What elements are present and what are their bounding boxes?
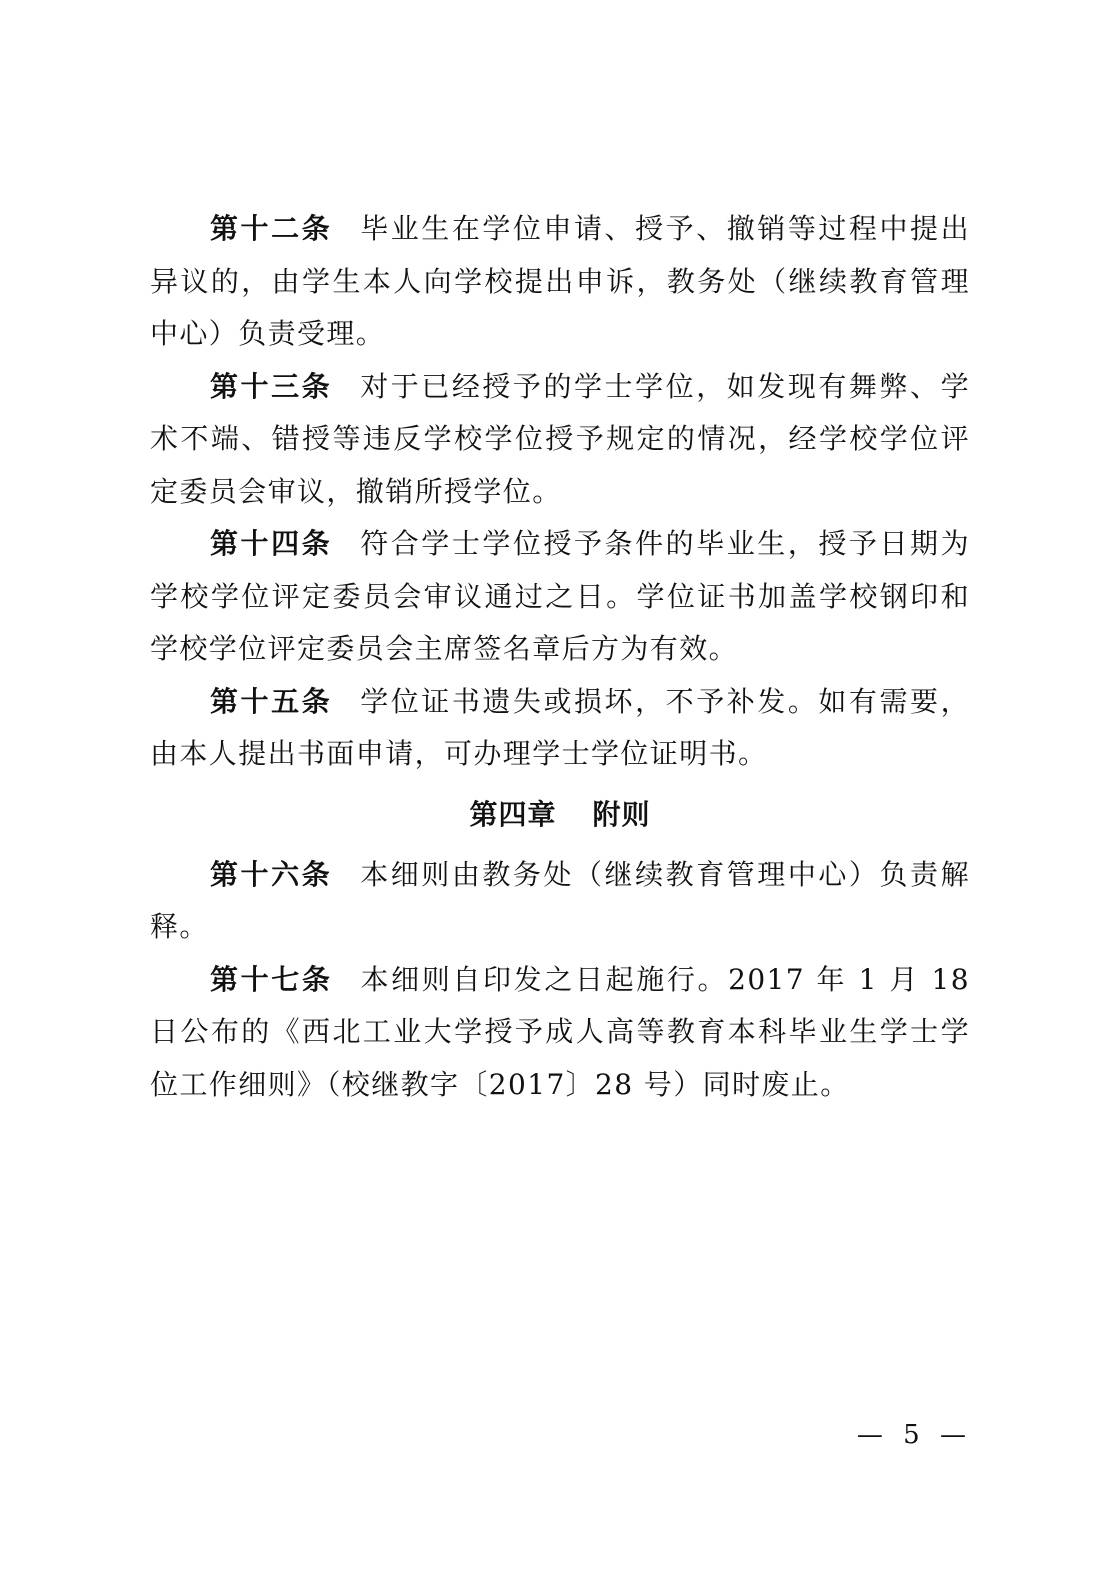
chapter-heading [150,781,970,849]
chapter-number: 第四章 [469,797,557,831]
article-14 [150,518,970,676]
article-text: 学位证书遗失或损坏，不予补发。如有需要，由本人提出书面申请，可办理学士学位证明书。 [150,684,970,770]
article-text: 符合学士学位授予条件的毕业生，授予日期为学校学位评定委员会审议通过之日。学位证书加盖学校钢印和学校学位评定委员会主席签名章后方为有效。 [150,527,970,665]
document-body [150,203,970,1111]
page-number: — 5 — [856,1420,972,1450]
article-16 [150,849,970,954]
article-number: 第十六条 [210,857,333,891]
article-13 [150,361,970,519]
article-text: 对于已经授予的学士学位，如发现有舞弊、学术不端、错授等违反学校学位授予规定的情况，经学校学位评定委员会审议，撤销所授学位。 [150,369,970,508]
article-number: 第十七条 [210,962,333,996]
article-17 [150,954,970,1112]
article-number: 第十四条 [210,527,333,560]
article-text: 本细则自印发之日起施行。2017 年 1 月 18 日公布的《西北工业大学授予成人高等教育本科毕业生学士学位工作细则》（校继教字〔2017〕28 号）同时废止。 [150,962,970,1101]
article-text: 本细则由教务处（继续教育管理中心）负责解释。 [150,857,970,943]
article-15 [150,676,970,781]
chapter-title: 附则 [592,797,651,831]
article-number: 第十二条 [210,212,333,245]
article-12 [150,203,970,361]
article-text: 毕业生在学位申请、授予、撤销等过程中提出异议的，由学生本人向学校提出申诉，教务处（继续教育管理中心）负责受理。 [150,212,970,350]
article-number: 第十三条 [210,369,333,403]
article-number: 第十五条 [210,684,333,718]
